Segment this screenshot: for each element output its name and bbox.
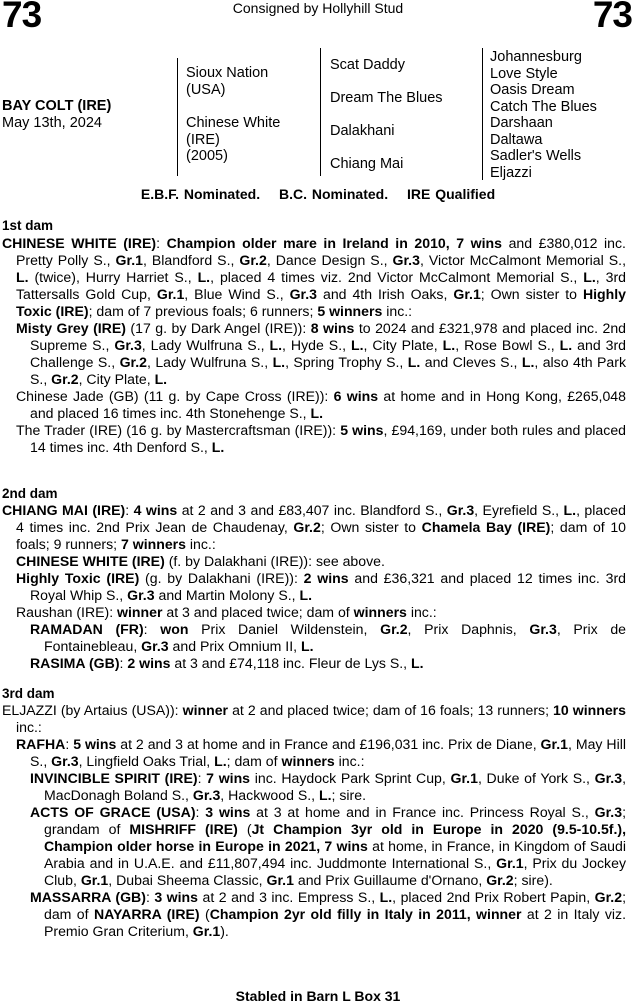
text-run: , placed 2nd Prix Robert Papin, xyxy=(392,889,595,905)
g4-name: Catch The Blues xyxy=(490,98,597,115)
text-run: inc.: xyxy=(406,604,437,620)
text-run: at 2 and placed twice; dam of 16 foals; 13 runners; xyxy=(228,702,554,718)
pedigree-entry xyxy=(30,621,626,655)
section-1st-dam xyxy=(2,235,626,456)
text-run: and Martin Molony S., xyxy=(154,587,300,603)
bold-run: CHINESE WHITE (IRE) xyxy=(2,235,157,251)
section-2nd-dam xyxy=(2,502,626,672)
nominations xyxy=(0,186,636,202)
bold-run: Highly Toxic (IRE) xyxy=(16,286,627,319)
bold-run: Chamela Bay (IRE) xyxy=(421,519,551,535)
g4-name: Johannesburg xyxy=(490,49,582,65)
text-run: : xyxy=(125,502,134,518)
bold-run: won xyxy=(160,621,189,637)
text-run: : xyxy=(65,736,74,752)
bold-run: ACTS OF GRACE (USA) xyxy=(30,804,196,820)
text-run: : xyxy=(143,621,161,637)
pedigree-divider-2 xyxy=(320,48,321,176)
bold-run: L. xyxy=(583,269,596,285)
bold-run: Gr.1 xyxy=(156,286,185,302)
text-run: ; dam of xyxy=(44,889,626,922)
pedigree-entry xyxy=(2,502,626,553)
bold-run: winner xyxy=(117,604,163,620)
bold-run: L. xyxy=(197,269,211,285)
section-heading-2nd-dam: 2nd dam xyxy=(2,486,58,501)
text-run: , 3rd Tattersalls Gold Cup, xyxy=(16,269,626,302)
foaling-date: May 13th, 2024 xyxy=(2,114,102,131)
text-run: and Cleves S., xyxy=(420,354,522,370)
text-run: and 3rd Challenge S., xyxy=(30,337,627,370)
dam-origin: (IRE) xyxy=(186,131,220,148)
bold-run: L. xyxy=(214,753,227,769)
bold-run: 3 wins xyxy=(154,889,198,905)
text-run: , Victor McCalmont Memorial S., xyxy=(419,252,626,268)
bold-run: L. xyxy=(521,354,535,370)
text-run: , May Hill S., xyxy=(30,736,626,769)
pedigree-entry xyxy=(16,736,626,770)
text-run: , Dubai Sheema Classic, xyxy=(108,872,267,888)
text-run: The Trader (IRE) (16 g. by Mastercraftsman (IRE)): xyxy=(16,422,341,438)
text-run: Raushan (IRE): xyxy=(16,604,118,620)
text-run: ( xyxy=(237,821,252,837)
bold-run: 2 wins xyxy=(303,570,349,586)
bold-run: Gr.3 xyxy=(51,753,79,769)
pedigree-fourth-generation xyxy=(490,49,597,181)
pedigree-divider-3 xyxy=(482,48,483,180)
bold-run: L. xyxy=(442,337,456,353)
pedigree-dam-sire: Dalakhani xyxy=(330,123,395,139)
bold-run: 5 wins xyxy=(73,736,117,752)
text-run: : xyxy=(145,889,155,905)
pedigree-sire xyxy=(186,65,268,98)
horse-name: BAY COLT (IRE) xyxy=(2,98,112,114)
g4-name: Daltawa xyxy=(490,131,543,148)
bold-run: 2 wins xyxy=(127,655,171,671)
text-run: and 4th Irish Oaks, xyxy=(317,286,454,302)
bold-run: 8 wins xyxy=(310,320,355,336)
bold-run: RAFHA xyxy=(16,736,66,752)
section-3rd-dam xyxy=(2,702,626,940)
bold-run: L. xyxy=(563,502,577,518)
bold-run: Highly Toxic (IRE) xyxy=(16,570,140,586)
text-run: , Rose Bowl S., xyxy=(455,337,560,353)
text-run: , City Plate, xyxy=(363,337,443,353)
bold-run: Gr.3 xyxy=(392,252,420,268)
text-run: (f. by Dalakhani (IRE)): see above. xyxy=(164,553,385,569)
bold-run: MISHRIFF (IRE) xyxy=(129,821,238,837)
bold-run: Gr.3 xyxy=(289,286,318,302)
bold-run: Gr.2 xyxy=(380,621,408,637)
text-run: ; dam of 10 foals; 9 runners; xyxy=(16,519,626,552)
bold-run: NAYARRA (IRE) xyxy=(93,906,200,922)
pedigree-entry xyxy=(16,388,626,422)
bold-run: Gr.1 xyxy=(450,770,478,786)
text-run: , Lady Wulfruna S., xyxy=(141,337,270,353)
bold-run: Gr.3 xyxy=(192,787,221,803)
bold-run: Gr.2 xyxy=(239,252,267,268)
lot-number-right: 73 xyxy=(592,0,632,35)
text-run: , Prix de Fontainebleau, xyxy=(44,621,627,654)
bold-run: RAMADAN (FR) xyxy=(30,621,144,637)
nomination-ebf: E.B.F. Nominated. xyxy=(140,186,261,202)
bold-run: 3 wins xyxy=(205,804,251,820)
pedigree-entry xyxy=(30,889,626,940)
text-run: (g. by Dalakhani (IRE)): xyxy=(139,570,304,586)
nomination-ire: IRE Qualified xyxy=(407,186,496,202)
bold-run: Champion 2yr old filly in Italy in 2011, winner xyxy=(209,906,522,922)
bold-run: Gr.2 xyxy=(486,872,514,888)
bold-run: 10 winners xyxy=(553,702,626,718)
bold-run: Gr.2 xyxy=(119,354,147,370)
text-run: at 2 and 3 at home and in France and £196,031 inc. Prix de Diane, xyxy=(116,736,541,752)
text-run: , Dance Design S., xyxy=(266,252,393,268)
text-run: and £380,012 inc. Pretty Polly S., xyxy=(16,235,626,268)
bold-run: L. xyxy=(410,655,424,671)
text-run: inc. Haydock Park Sprint Cup, xyxy=(250,770,451,786)
text-run: : xyxy=(195,804,206,820)
pedigree-entry xyxy=(16,320,626,388)
text-run: , Prix Daphnis, xyxy=(407,621,530,637)
bold-run: L. xyxy=(407,354,421,370)
bold-run: 7 wins xyxy=(206,770,251,786)
pedigree-entry xyxy=(16,553,626,570)
bold-run: Gr.1 xyxy=(115,252,143,268)
bold-run: winner xyxy=(182,702,229,718)
text-run: at 3 at home and in France inc. Princess Royal S., xyxy=(250,804,595,820)
pedigree-entry xyxy=(30,655,626,672)
text-run: at 2 in Italy viz. Premio Gran Criterium, xyxy=(44,906,626,939)
bold-run: L. xyxy=(351,337,364,353)
text-run: , City Plate, xyxy=(78,371,155,387)
text-run: ; Own sister to xyxy=(480,286,583,302)
pedigree-divider-1 xyxy=(177,58,178,176)
bold-run: CHIANG MAI (IRE) xyxy=(2,502,126,518)
text-run: ; sire. xyxy=(331,787,366,803)
pedigree-entry xyxy=(30,770,626,804)
text-run: at 2 and 3 and £83,407 inc. Blandford S., xyxy=(177,502,447,518)
bold-run: Gr.1 xyxy=(540,736,568,752)
text-run: , Blue Wind S., xyxy=(184,286,290,302)
pedigree-entry xyxy=(16,422,626,456)
text-run: ; Own sister to xyxy=(320,519,422,535)
bold-run: Gr.3 xyxy=(127,587,155,603)
text-run: (17 g. by Dark Angel (IRE)): xyxy=(125,320,311,336)
section-heading-1st-dam: 1st dam xyxy=(2,218,54,233)
text-run: : xyxy=(156,235,167,251)
bold-run: 6 wins xyxy=(333,388,379,404)
bold-run: winners xyxy=(281,753,335,769)
text-run: , Lingfield Oaks Trial, xyxy=(78,753,215,769)
text-run: , Duke of York S., xyxy=(477,770,595,786)
bold-run: Gr.3 xyxy=(594,804,623,820)
bold-run: MASSARRA (GB) xyxy=(30,889,146,905)
text-run: ; dam of 7 previous foals; 6 runners; xyxy=(88,303,318,319)
text-run: , Blandford S., xyxy=(142,252,240,268)
bold-run: 5 winners xyxy=(317,303,383,319)
horse-description xyxy=(2,98,111,131)
text-run: : xyxy=(197,770,207,786)
bold-run: L. xyxy=(211,439,225,455)
text-run: ; sire). xyxy=(513,872,553,888)
sire-origin: (USA) xyxy=(186,81,226,98)
text-run: , placed 4 times viz. 2nd Victor McCalmont Memorial S., xyxy=(210,269,584,285)
text-run: inc.: xyxy=(382,303,413,319)
section-heading-3rd-dam: 3rd dam xyxy=(2,686,55,701)
text-run: Prix Daniel Wildenstein, xyxy=(188,621,381,637)
pedigree-entry xyxy=(30,804,626,889)
text-run: at home and in Hong Kong, £265,048 and placed 16 times inc. 4th Stonehenge S., xyxy=(30,388,626,421)
bold-run: L. xyxy=(272,354,286,370)
pedigree-entry xyxy=(2,235,626,320)
text-run: inc.: xyxy=(334,753,365,769)
bold-run: Champion older mare in Ireland in 2010, 7 wins xyxy=(166,235,502,251)
g4-name: Eljazzi xyxy=(490,164,532,181)
g4-name: Sadler's Wells xyxy=(490,148,582,164)
text-run: , £94,169, under both rules and placed 14 times inc. 4th Denford S., xyxy=(30,422,626,455)
bold-run: Gr.3 xyxy=(594,770,623,786)
bold-run: L. xyxy=(319,787,332,803)
text-run: ; dam of xyxy=(226,753,282,769)
bold-run: Gr.3 xyxy=(446,502,475,518)
lot-number: 73 xyxy=(2,0,42,35)
text-run: : xyxy=(119,655,128,671)
text-run: ). xyxy=(220,923,229,939)
text-run: , MacDonagh Boland S., xyxy=(44,770,626,803)
bold-run: L. xyxy=(310,405,324,421)
bold-run: Jt Champion 3yr old in Europe in 2020 (9.5-10.5f.), Champion older horse in Europe in 2021, 7 wins xyxy=(44,821,627,854)
bold-run: L. xyxy=(299,587,313,603)
pedigree-entry xyxy=(2,702,626,736)
text-run: , Lady Wulfruna S., xyxy=(147,354,273,370)
text-run: , Spring Trophy S., xyxy=(285,354,408,370)
dam-name: Chinese White xyxy=(186,115,281,131)
pedigree-sire-sire: Scat Daddy xyxy=(330,57,405,73)
text-run: to 2024 and £321,978 and placed inc. 2nd Supreme S., xyxy=(30,320,626,353)
bold-run: L. xyxy=(154,371,168,387)
bold-run: Gr.3 xyxy=(529,621,557,637)
bold-run: Gr.1 xyxy=(496,855,524,871)
bold-run: Gr.1 xyxy=(192,923,221,939)
text-run: , also 4th Park S., xyxy=(30,354,626,387)
bold-run: Gr.3 xyxy=(114,337,142,353)
dam-year: (2005) xyxy=(186,148,228,164)
pedigree-entry xyxy=(16,570,626,604)
nomination-bc: B.C. Nominated. xyxy=(278,186,389,202)
text-run: and Prix Omnium II, xyxy=(168,638,301,654)
bold-run: 4 wins xyxy=(133,502,178,518)
bold-run: Misty Grey (IRE) xyxy=(16,320,126,336)
sire-name: Sioux Nation xyxy=(186,65,269,81)
bold-run: L. xyxy=(269,337,283,353)
text-run: at 2 and 3 inc. Empress S., xyxy=(198,889,380,905)
text-run: , Prix du Jockey Club, xyxy=(44,855,626,888)
text-run: , Hackwood S., xyxy=(220,787,319,803)
text-run: inc.: xyxy=(16,719,42,735)
text-run: ( xyxy=(199,906,210,922)
bold-run: Gr.2 xyxy=(293,519,321,535)
text-run: , placed 4 times inc. 2nd Prix Jean de Chaudenay, xyxy=(16,502,626,535)
bold-run: 7 winners xyxy=(120,536,186,552)
pedigree-dam xyxy=(186,115,280,165)
text-run: ELJAZZI (by Artaius (USA)): xyxy=(2,702,183,718)
bold-run: Gr.3 xyxy=(141,638,169,654)
bold-run: CHINESE WHITE (IRE) xyxy=(16,553,165,569)
bold-run: L. xyxy=(379,889,393,905)
bold-run: Gr.1 xyxy=(453,286,481,302)
text-run: Chinese Jade (GB) (11 g. by Cape Cross (IRE)): xyxy=(16,388,334,404)
bold-run: RASIMA (GB) xyxy=(30,655,120,671)
text-run: , Eyrefield S., xyxy=(474,502,564,518)
g4-name: Darshaan xyxy=(490,115,553,131)
bold-run: Gr.1 xyxy=(266,872,294,888)
g4-name: Love Style xyxy=(490,65,558,82)
bold-run: Gr.1 xyxy=(80,872,109,888)
bold-run: Gr.2 xyxy=(594,889,623,905)
g4-name: Oasis Dream xyxy=(490,82,575,98)
text-run: ; grandam of xyxy=(44,804,626,837)
text-run: inc.: xyxy=(186,536,216,552)
pedigree-dam-dam: Chiang Mai xyxy=(330,156,404,172)
consignor: Consigned by Hollyhill Stud xyxy=(232,0,404,16)
text-run: and £36,321 and placed 12 times inc. 3rd Royal Whip S., xyxy=(30,570,626,603)
bold-run: L. xyxy=(16,269,29,285)
bold-run: L. xyxy=(300,638,314,654)
text-run: at 3 and £74,118 inc. Fleur de Lys S., xyxy=(170,655,411,671)
text-run: at home, in France, in Kingdom of Saudi Arabia and in U.A.E. and £11,807,494 inc. Juddmonte International S., xyxy=(44,838,626,871)
stabling-footer: Stabled in Barn L Box 31 xyxy=(235,988,401,1004)
pedigree-entry xyxy=(16,604,626,621)
text-run: and Prix Guillaume d'Ornano, xyxy=(293,872,487,888)
text-run: , Hyde S., xyxy=(282,337,351,353)
pedigree-sire-dam: Dream The Blues xyxy=(330,90,443,106)
bold-run: INVINCIBLE SPIRIT (IRE) xyxy=(30,770,198,786)
bold-run: winners xyxy=(353,604,407,620)
bold-run: Gr.2 xyxy=(51,371,79,387)
text-run: at 3 and placed twice; dam of xyxy=(162,604,354,620)
bold-run: L. xyxy=(559,337,573,353)
bold-run: 5 wins xyxy=(340,422,384,438)
text-run: (twice), Hurry Harriet S., xyxy=(28,269,198,285)
